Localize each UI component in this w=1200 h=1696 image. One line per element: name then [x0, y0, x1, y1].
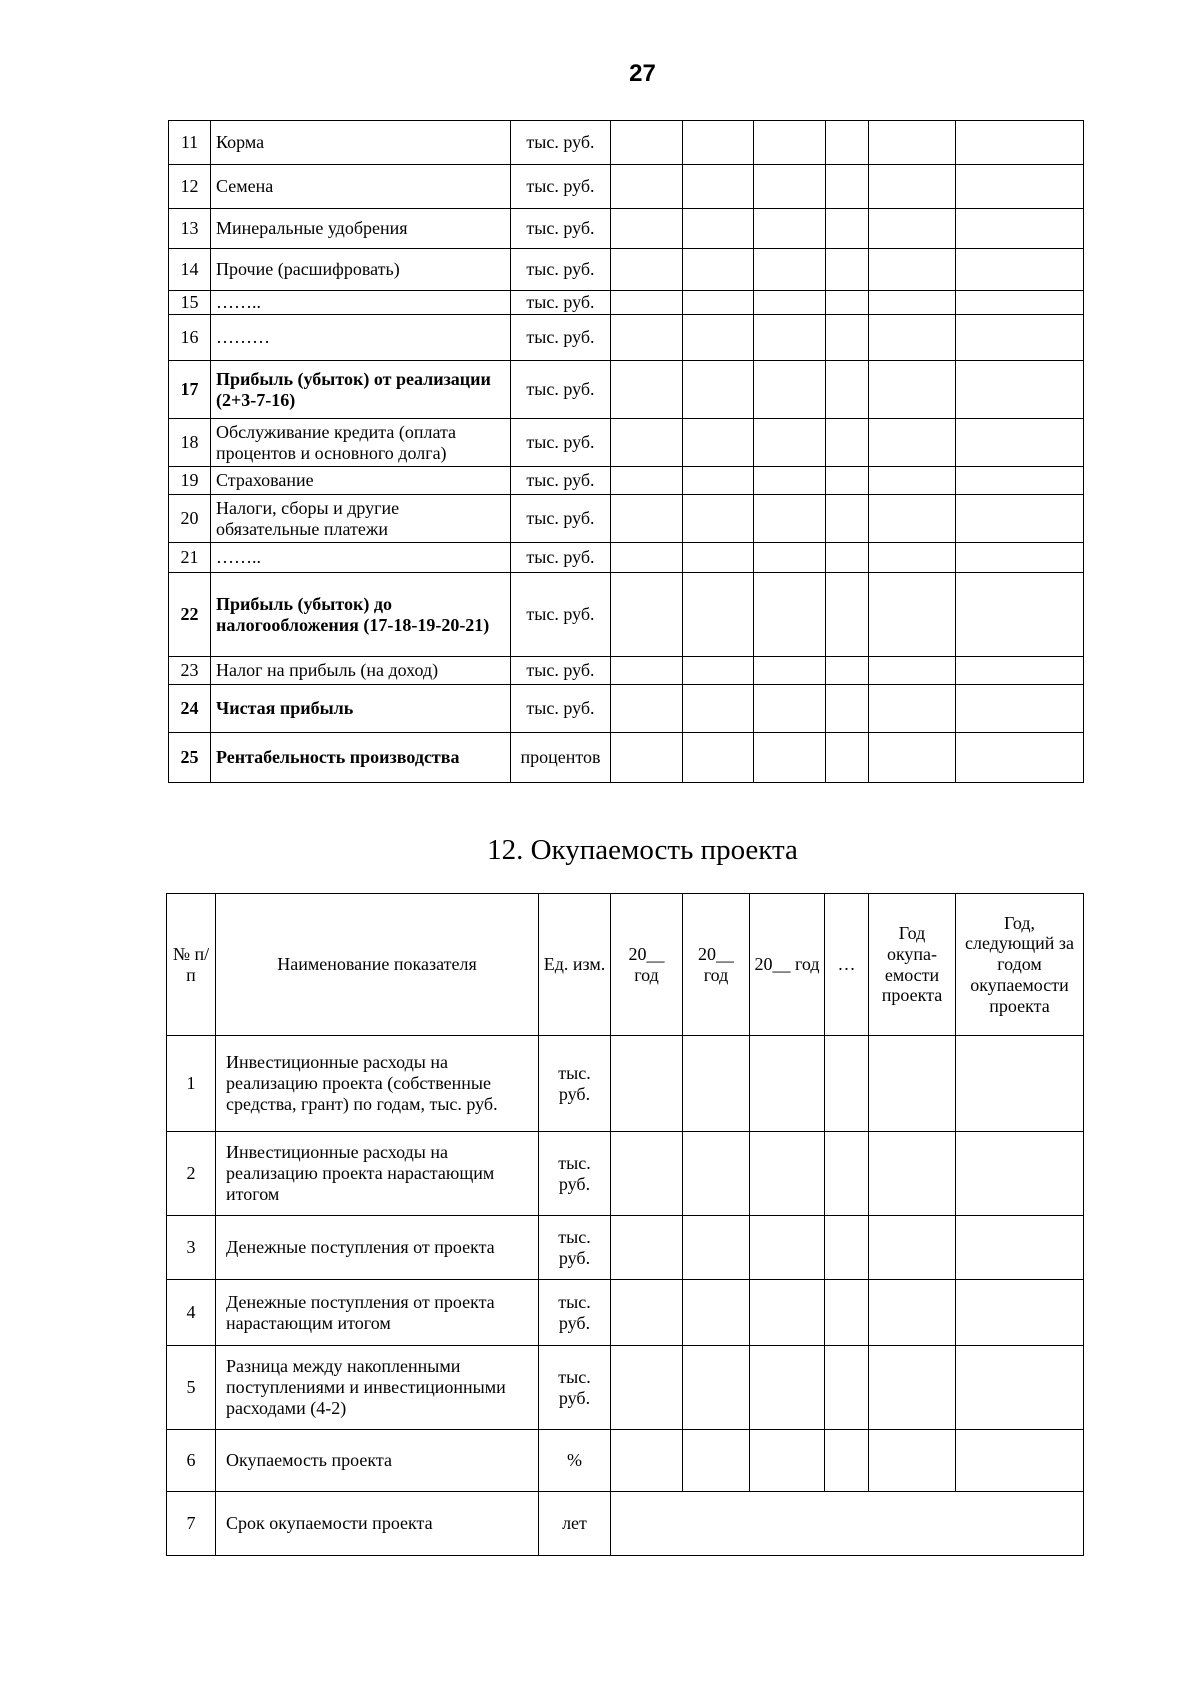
financial-results-table	[168, 120, 1084, 783]
table-row	[169, 733, 1084, 783]
row-name: ……..	[211, 543, 511, 573]
row-number: 5	[167, 1346, 216, 1430]
empty-value-cell[interactable]	[683, 495, 754, 543]
empty-value-cell[interactable]	[869, 361, 956, 419]
empty-value-cell[interactable]	[826, 495, 869, 543]
empty-value-cell[interactable]	[683, 291, 754, 315]
empty-value-cell[interactable]	[754, 361, 826, 419]
table-row	[169, 657, 1084, 685]
table-row	[169, 165, 1084, 209]
empty-value-cell[interactable]	[611, 685, 683, 733]
empty-value-cell[interactable]	[683, 573, 754, 657]
empty-value-cell[interactable]	[869, 209, 956, 249]
row-number: 15	[169, 291, 211, 315]
empty-value-cell[interactable]	[869, 165, 956, 209]
empty-value-cell[interactable]	[826, 657, 869, 685]
row-number: 16	[169, 315, 211, 361]
empty-value-cell[interactable]	[826, 733, 869, 783]
empty-value-cell[interactable]	[754, 249, 826, 291]
empty-value-cell[interactable]	[611, 573, 683, 657]
table-row	[169, 467, 1084, 495]
empty-value-cell[interactable]	[869, 1346, 956, 1430]
row-name: Налоги, сборы и другие обязательные платежи	[211, 495, 511, 543]
header-year-3: 20__ год	[750, 894, 825, 1036]
empty-value-cell[interactable]	[683, 315, 754, 361]
empty-value-cell[interactable]	[611, 121, 683, 165]
empty-value-cell[interactable]	[826, 361, 869, 419]
empty-value-cell[interactable]	[750, 1132, 825, 1216]
empty-value-cell[interactable]	[683, 165, 754, 209]
empty-value-cell[interactable]	[683, 733, 754, 783]
row-name: Обслуживание кредита (оплата процентов и основного долга)	[211, 419, 511, 467]
row-number: 3	[167, 1216, 216, 1280]
row-name: Корма	[211, 121, 511, 165]
empty-value-cell[interactable]	[611, 1346, 683, 1430]
empty-value-cell[interactable]	[826, 209, 869, 249]
empty-value-cell[interactable]	[611, 315, 683, 361]
row-unit: тыс. руб.	[511, 209, 611, 249]
empty-value-cell[interactable]	[683, 1216, 750, 1280]
row-unit: тыс. руб.	[511, 121, 611, 165]
row-unit: %	[539, 1430, 611, 1492]
empty-value-cell[interactable]	[826, 315, 869, 361]
empty-value-cell[interactable]	[956, 1346, 1084, 1430]
row-unit: тыс. руб.	[511, 543, 611, 573]
table-row	[167, 1132, 1084, 1216]
header-next-year: Год, следующий за годом окупаемости проекта	[956, 894, 1084, 1036]
row-number: 12	[169, 165, 211, 209]
section-title: 12. Окупаемость проекта	[487, 834, 798, 866]
empty-value-cell[interactable]	[826, 543, 869, 573]
empty-value-cell[interactable]	[754, 315, 826, 361]
row-unit: тыс. руб.	[539, 1132, 611, 1216]
row-unit: тыс. руб.	[511, 467, 611, 495]
empty-value-cell[interactable]	[956, 1430, 1084, 1492]
empty-value-cell[interactable]	[869, 573, 956, 657]
row-number: 19	[169, 467, 211, 495]
empty-value-cell[interactable]	[750, 1036, 825, 1132]
empty-value-cell[interactable]	[683, 657, 754, 685]
row-name: Инвестиционные расходы на реализацию проекта нарастающим итогом	[216, 1132, 539, 1216]
empty-value-cell[interactable]	[683, 467, 754, 495]
row-number: 4	[167, 1280, 216, 1346]
empty-value-cell[interactable]	[611, 733, 683, 783]
row-unit: тыс. руб.	[511, 573, 611, 657]
table-row	[169, 121, 1084, 165]
row-name: Чистая прибыль	[211, 685, 511, 733]
empty-value-cell[interactable]	[956, 291, 1084, 315]
table-row	[169, 543, 1084, 573]
empty-value-cell[interactable]	[611, 543, 683, 573]
empty-value-cell[interactable]	[825, 1132, 869, 1216]
empty-value-cell[interactable]	[869, 733, 956, 783]
empty-value-cell[interactable]	[825, 1430, 869, 1492]
row-unit: тыс. руб.	[511, 495, 611, 543]
empty-value-cell[interactable]	[611, 209, 683, 249]
row-name: Денежные поступления от проекта нарастающим итогом	[216, 1280, 539, 1346]
row-unit: тыс. руб.	[511, 291, 611, 315]
empty-value-cell[interactable]	[826, 467, 869, 495]
row-name: Окупаемость проекта	[216, 1430, 539, 1492]
row-number: 25	[169, 733, 211, 783]
row-number: 18	[169, 419, 211, 467]
row-number: 1	[167, 1036, 216, 1132]
table-row	[169, 209, 1084, 249]
row-name: Минеральные удобрения	[211, 209, 511, 249]
empty-value-cell[interactable]	[683, 543, 754, 573]
header-payback-year: Год окупа-емости проекта	[869, 894, 956, 1036]
table-row	[167, 1280, 1084, 1346]
header-year-2: 20__ год	[683, 894, 750, 1036]
empty-value-cell[interactable]	[683, 209, 754, 249]
empty-value-cell[interactable]	[956, 733, 1084, 783]
row-number: 14	[169, 249, 211, 291]
empty-value-cell[interactable]	[956, 1132, 1084, 1216]
empty-value-cell[interactable]	[956, 495, 1084, 543]
row-unit: тыс. руб.	[511, 419, 611, 467]
empty-value-cell[interactable]	[754, 657, 826, 685]
table-row	[167, 1430, 1084, 1492]
empty-value-cell[interactable]	[683, 121, 754, 165]
empty-value-cell[interactable]	[754, 209, 826, 249]
empty-value-cell[interactable]	[825, 1216, 869, 1280]
row-unit: тыс. руб.	[539, 1036, 611, 1132]
empty-value-cell[interactable]	[869, 249, 956, 291]
table-row	[167, 1216, 1084, 1280]
empty-value-cell[interactable]	[750, 1216, 825, 1280]
table-row	[167, 1492, 1084, 1556]
row-unit: тыс. руб.	[511, 657, 611, 685]
empty-value-cell[interactable]	[869, 1132, 956, 1216]
empty-value-cell[interactable]	[754, 685, 826, 733]
empty-value-cell[interactable]	[683, 1346, 750, 1430]
table-row	[169, 495, 1084, 543]
empty-value-cell[interactable]	[956, 467, 1084, 495]
empty-value-cell[interactable]	[826, 291, 869, 315]
empty-value-cell[interactable]	[869, 419, 956, 467]
empty-value-cell[interactable]	[826, 419, 869, 467]
empty-value-cell[interactable]	[611, 657, 683, 685]
row-number: 13	[169, 209, 211, 249]
empty-value-cell[interactable]	[750, 1346, 825, 1430]
row-name: ………	[211, 315, 511, 361]
empty-value-cell[interactable]	[683, 419, 754, 467]
empty-value-cell[interactable]	[683, 1036, 750, 1132]
empty-value-cell[interactable]	[611, 1430, 683, 1492]
table-row	[169, 419, 1084, 467]
empty-value-cell[interactable]	[683, 1132, 750, 1216]
row-name: Прибыль (убыток) до налогообложения (17-18-19-20-21)	[211, 573, 511, 657]
row-name: ……..	[211, 291, 511, 315]
empty-value-cell[interactable]	[683, 249, 754, 291]
empty-value-cell[interactable]	[826, 121, 869, 165]
empty-value-cell[interactable]	[683, 361, 754, 419]
empty-value-cell[interactable]	[611, 249, 683, 291]
empty-value-cell[interactable]	[611, 467, 683, 495]
row-number: 20	[169, 495, 211, 543]
empty-value-cell[interactable]	[611, 1036, 683, 1132]
row-number: 22	[169, 573, 211, 657]
empty-value-cell[interactable]	[869, 1280, 956, 1346]
row-number: 7	[167, 1492, 216, 1556]
empty-value-cell[interactable]	[754, 291, 826, 315]
table-row	[169, 361, 1084, 419]
row-number: 6	[167, 1430, 216, 1492]
empty-value-cell[interactable]	[825, 1346, 869, 1430]
table-row	[167, 1036, 1084, 1132]
empty-value-cell[interactable]	[611, 495, 683, 543]
empty-value-cell[interactable]	[956, 361, 1084, 419]
empty-value-cell[interactable]	[956, 315, 1084, 361]
empty-value-cell[interactable]	[750, 1280, 825, 1346]
row-unit: тыс. руб.	[511, 315, 611, 361]
empty-value-cell[interactable]	[825, 1036, 869, 1132]
empty-value-cell[interactable]	[869, 1216, 956, 1280]
row-name: Прибыль (убыток) от реализации (2+3-7-16)	[211, 361, 511, 419]
payback-table	[166, 893, 1084, 1556]
empty-value-cell[interactable]	[956, 121, 1084, 165]
empty-value-cell[interactable]	[754, 495, 826, 543]
empty-value-cell[interactable]	[869, 121, 956, 165]
empty-value-cell[interactable]	[826, 573, 869, 657]
empty-value-cell[interactable]	[754, 419, 826, 467]
row-number: 11	[169, 121, 211, 165]
empty-value-cell[interactable]	[750, 1430, 825, 1492]
table-row	[169, 249, 1084, 291]
empty-value-cell[interactable]	[754, 467, 826, 495]
empty-value-cell[interactable]	[826, 165, 869, 209]
header-year-1: 20__ год	[611, 894, 683, 1036]
empty-value-cell[interactable]	[869, 315, 956, 361]
empty-value-cell[interactable]	[869, 1430, 956, 1492]
empty-value-cell[interactable]	[869, 467, 956, 495]
empty-value-cell[interactable]	[826, 685, 869, 733]
empty-value-cell[interactable]	[956, 573, 1084, 657]
empty-value-cell[interactable]	[683, 1280, 750, 1346]
empty-value-cell[interactable]	[869, 291, 956, 315]
row-unit: тыс. руб.	[511, 165, 611, 209]
header-dots: …	[825, 894, 869, 1036]
row-number: 23	[169, 657, 211, 685]
empty-value-cell[interactable]	[956, 249, 1084, 291]
row-name: Срок окупаемости проекта	[216, 1492, 539, 1556]
row-name: Рентабельность производства	[211, 733, 511, 783]
row-name: Налог на прибыль (на доход)	[211, 657, 511, 685]
table-row	[169, 685, 1084, 733]
row-name: Страхование	[211, 467, 511, 495]
empty-value-cell[interactable]	[754, 121, 826, 165]
row-number: 2	[167, 1132, 216, 1216]
row-name: Семена	[211, 165, 511, 209]
empty-value-cell[interactable]	[754, 543, 826, 573]
empty-value-cell[interactable]	[869, 685, 956, 733]
empty-value-cell[interactable]	[754, 733, 826, 783]
row-unit: тыс. руб.	[539, 1216, 611, 1280]
empty-value-cell[interactable]	[611, 1492, 1084, 1556]
row-unit: тыс. руб.	[511, 361, 611, 419]
header-unit: Ед. изм.	[539, 894, 611, 1036]
empty-value-cell[interactable]	[869, 657, 956, 685]
row-unit: процентов	[511, 733, 611, 783]
empty-value-cell[interactable]	[611, 1280, 683, 1346]
row-name: Инвестиционные расходы на реализацию проекта (собственные средства, грант) по годам, тыс. руб.	[216, 1036, 539, 1132]
empty-value-cell[interactable]	[956, 209, 1084, 249]
page-number: 27	[629, 60, 656, 87]
row-unit: тыс. руб.	[511, 249, 611, 291]
empty-value-cell[interactable]	[956, 543, 1084, 573]
empty-value-cell[interactable]	[754, 165, 826, 209]
empty-value-cell[interactable]	[683, 1430, 750, 1492]
empty-value-cell[interactable]	[683, 685, 754, 733]
header-name: Наименование показателя	[216, 894, 539, 1036]
table-row	[169, 315, 1084, 361]
empty-value-cell[interactable]	[611, 291, 683, 315]
empty-value-cell[interactable]	[611, 1132, 683, 1216]
empty-value-cell[interactable]	[825, 1280, 869, 1346]
empty-value-cell[interactable]	[956, 1280, 1084, 1346]
row-name: Разница между накопленными поступлениями и инвестиционными расходами (4-2)	[216, 1346, 539, 1430]
empty-value-cell[interactable]	[956, 657, 1084, 685]
table-row	[169, 573, 1084, 657]
empty-value-cell[interactable]	[611, 361, 683, 419]
row-number: 21	[169, 543, 211, 573]
row-unit: лет	[539, 1492, 611, 1556]
row-name: Денежные поступления от проекта	[216, 1216, 539, 1280]
row-unit: тыс. руб.	[511, 685, 611, 733]
empty-value-cell[interactable]	[956, 419, 1084, 467]
empty-value-cell[interactable]	[826, 249, 869, 291]
empty-value-cell[interactable]	[611, 165, 683, 209]
empty-value-cell[interactable]	[869, 543, 956, 573]
empty-value-cell[interactable]	[754, 573, 826, 657]
empty-value-cell[interactable]	[611, 1216, 683, 1280]
table-row	[169, 291, 1084, 315]
empty-value-cell[interactable]	[956, 1036, 1084, 1132]
row-number: 17	[169, 361, 211, 419]
row-unit: тыс. руб.	[539, 1280, 611, 1346]
header-num: № п/п	[167, 894, 216, 1036]
row-name: Прочие (расшифровать)	[211, 249, 511, 291]
empty-value-cell[interactable]	[869, 495, 956, 543]
empty-value-cell[interactable]	[611, 419, 683, 467]
row-number: 24	[169, 685, 211, 733]
empty-value-cell[interactable]	[956, 1216, 1084, 1280]
row-unit: тыс. руб.	[539, 1346, 611, 1430]
empty-value-cell[interactable]	[869, 1036, 956, 1132]
empty-value-cell[interactable]	[956, 165, 1084, 209]
table-row	[167, 1346, 1084, 1430]
empty-value-cell[interactable]	[956, 685, 1084, 733]
